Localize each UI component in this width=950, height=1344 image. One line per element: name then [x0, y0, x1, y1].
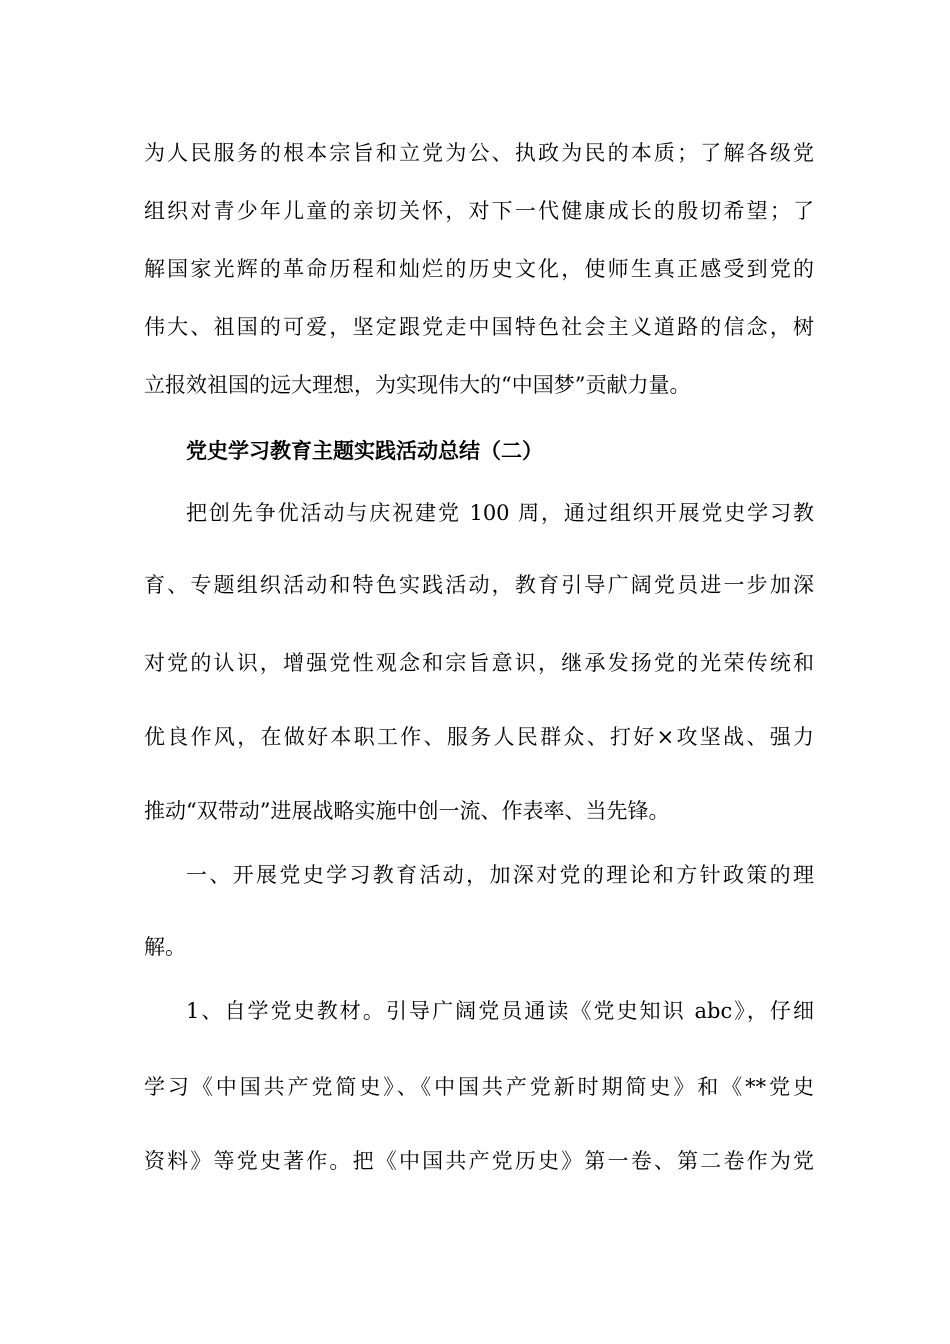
paragraph-line: 学习《中国共产党简史》、《中国共产党新时期简史》和《**党史	[144, 1075, 814, 1099]
paragraph-line: 对党的认识，增强党性观念和宗旨意识，继承发扬党的光荣传统和	[144, 651, 814, 675]
paragraph-line: 组织对青少年儿童的亲切关怀，对下一代健康成长的殷切希望；了	[144, 199, 814, 223]
paragraph-line: 解。	[144, 935, 186, 959]
paragraph-line: 育、专题组织活动和特色实践活动，教育引导广阔党员进一步加深	[144, 573, 814, 597]
paragraph-line: 推动“双带动”进展战略实施中创一流、作表率、当先锋。	[144, 799, 670, 823]
paragraph-line: 一、开展党史学习教育活动，加深对党的理论和方针政策的理	[186, 863, 814, 887]
paragraph-line: 解国家光辉的革命历程和灿烂的历史文化，使师生真正感受到党的	[144, 257, 814, 281]
paragraph-line: 资料》等党史著作。把《中国共产党历史》第一卷、第二卷作为党	[144, 1149, 814, 1173]
paragraph-line: 立报效祖国的远大理想，为实现伟大的“中国梦”贡献力量。	[144, 373, 691, 397]
paragraph-line: 1、自学党史教材。引导广阔党员通读《党史知识 abc》，仔细	[186, 999, 814, 1023]
paragraph-line: 伟大、祖国的可爱，坚定跟党走中国特色社会主义道路的信念，树	[144, 315, 814, 339]
paragraph-line: 把创先争优活动与庆祝建党 100 周，通过组织开展党史学习教	[186, 501, 814, 525]
paragraph-line: 为人民服务的根本宗旨和立党为公、执政为民的本质；了解各级党	[144, 141, 814, 165]
paragraph-line: 优良作风，在做好本职工作、服务人民群众、打好×攻坚战、强力	[144, 725, 814, 749]
section-heading: 党史学习教育主题实践活动总结（二）	[186, 439, 543, 463]
